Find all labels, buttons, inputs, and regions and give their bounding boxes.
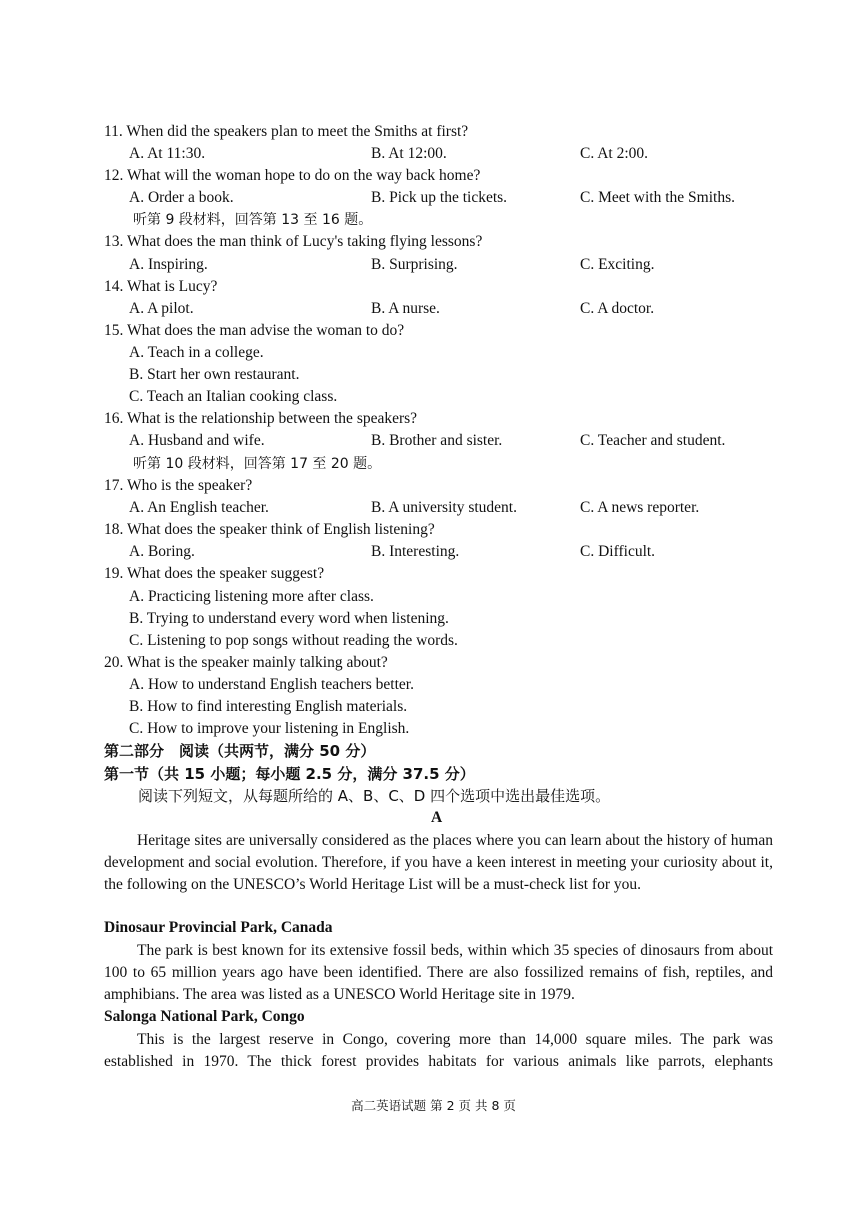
question-13-option-b: B. Surprising. xyxy=(371,256,458,273)
question-17-stem: 17. Who is the speaker? xyxy=(104,477,253,494)
question-19-stem: 19. What does the speaker suggest? xyxy=(104,565,325,582)
question-14-option-c: C. A doctor. xyxy=(580,300,655,317)
question-17-option-a: A. An English teacher. xyxy=(129,499,269,516)
question-15-stem: 15. What does the man advise the woman to do? xyxy=(104,322,405,339)
section-one-title: 第一节（共 15 小题；每小题 2.5 分，满分 37.5 分） xyxy=(104,765,475,783)
question-20-stem: 20. What is the speaker mainly talking about? xyxy=(104,654,388,671)
site-1-title: Dinosaur Provincial Park, Canada xyxy=(104,919,333,936)
question-12-stem: 12. What will the woman hope to do on the way back home? xyxy=(104,167,481,184)
question-20-option-a: A. How to understand English teachers better. xyxy=(129,676,414,693)
question-19-option-c: C. Listening to pop songs without reading the words. xyxy=(129,632,458,649)
question-16-option-a: A. Husband and wife. xyxy=(129,432,265,449)
site-2-title: Salonga National Park, Congo xyxy=(104,1008,305,1025)
question-11-stem: 11. When did the speakers plan to meet the Smiths at first? xyxy=(104,123,469,140)
question-12-option-c: C. Meet with the Smiths. xyxy=(580,189,735,206)
question-18-stem: 18. What does the speaker think of English listening? xyxy=(104,521,435,538)
question-19-option-a: A. Practicing listening more after class. xyxy=(129,588,374,605)
question-16-option-b: B. Brother and sister. xyxy=(371,432,503,449)
question-18-option-a: A. Boring. xyxy=(129,543,195,560)
question-13-option-a: A. Inspiring. xyxy=(129,256,208,273)
question-13-option-c: C. Exciting. xyxy=(580,256,655,273)
listening-instruction-10: 听第 10 段材料，回答第 17 至 20 题。 xyxy=(133,456,382,472)
question-12-option-b: B. Pick up the tickets. xyxy=(371,189,508,206)
question-18-option-c: C. Difficult. xyxy=(580,543,656,560)
question-18-option-b: B. Interesting. xyxy=(371,543,460,560)
question-15-option-a: A. Teach in a college. xyxy=(129,344,264,361)
question-13-stem: 13. What does the man think of Lucy's taking flying lessons? xyxy=(104,233,483,250)
question-20-option-b: B. How to find interesting English materials. xyxy=(129,698,408,715)
passage-intro: Heritage sites are universally considered as the places where you can learn about the history of human development and social evolution. Therefore, if you have a keen interest in meeting your curiosity about it, the following on the UNESCO’s World Heritage List will be a must-check list for you. xyxy=(104,832,773,894)
site-1-description: The park is best known for its extensive fossil beds, within which 35 species of dinosaurs from about 100 to 65 million years ago have been identified. There are also fossilized remains of fish, reptiles, and amphibians. The area was listed as a UNESCO World Heritage site in 1979. xyxy=(104,942,773,1004)
question-11-option-a: A. At 11:30. xyxy=(129,145,206,162)
question-15-option-b: B. Start her own restaurant. xyxy=(129,366,300,383)
question-15-option-c: C. Teach an Italian cooking class. xyxy=(129,388,338,405)
passage-label: A xyxy=(431,809,443,826)
question-20-option-c: C. How to improve your listening in English. xyxy=(129,720,410,737)
page-footer: 高二英语试题 第 2 页 共 8 页 xyxy=(351,1098,516,1113)
listening-instruction-9: 听第 9 段材料，回答第 13 至 16 题。 xyxy=(133,212,373,228)
part-two-title: 第二部分 阅读（共两节，满分 50 分） xyxy=(104,742,376,760)
question-11-option-c: C. At 2:00. xyxy=(580,145,649,162)
question-11-option-b: B. At 12:00. xyxy=(371,145,447,162)
question-12-option-a: A. Order a book. xyxy=(129,189,234,206)
question-14-option-b: B. A nurse. xyxy=(371,300,440,317)
question-16-stem: 16. What is the relationship between the speakers? xyxy=(104,410,418,427)
question-17-option-b: B. A university student. xyxy=(371,499,517,516)
question-19-option-b: B. Trying to understand every word when listening. xyxy=(129,610,449,627)
question-16-option-c: C. Teacher and student. xyxy=(580,432,726,449)
question-14-option-a: A. A pilot. xyxy=(129,300,194,317)
question-14-stem: 14. What is Lucy? xyxy=(104,278,218,295)
reading-instruction: 阅读下列短文，从每题所给的 A、B、C、D 四个选项中选出最佳选项。 xyxy=(138,787,611,805)
question-17-option-c: C. A news reporter. xyxy=(580,499,700,516)
site-2-description: This is the largest reserve in Congo, covering more than 14,000 square miles. The park was established in 1970. The thick forest provides habitats for various animals like parrots, elephants xyxy=(104,1031,773,1071)
